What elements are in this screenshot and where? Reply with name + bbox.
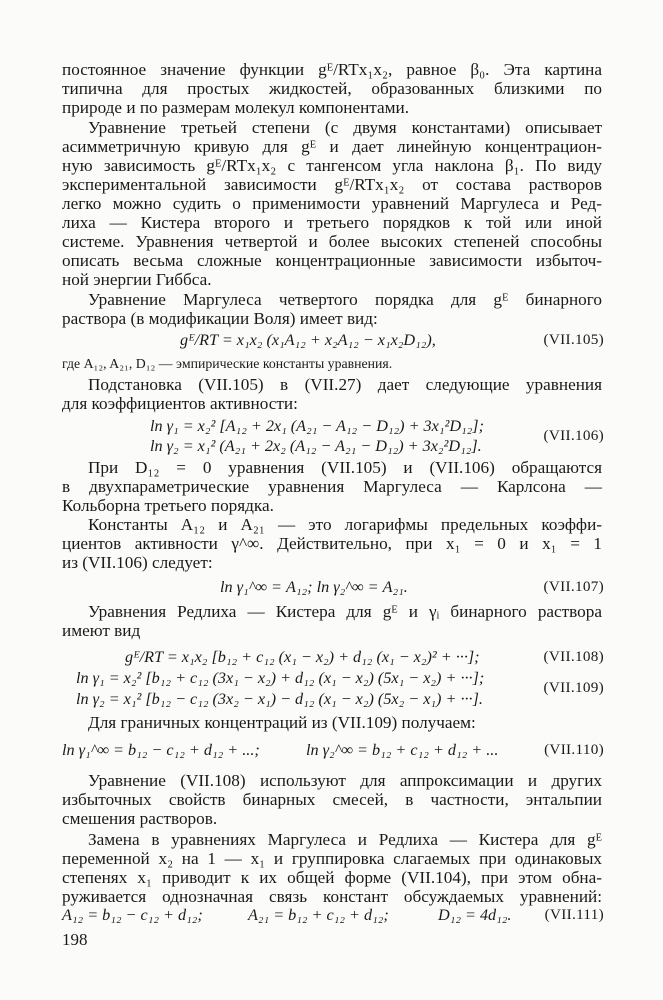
equation: ln γ₂^∞ = b₁₂ + c₁₂ + d₁₂ + ... [306, 741, 499, 759]
text-line: Уравнение (VII.108) используют для аппроксимации и других [88, 771, 602, 790]
equation: D₁₂ = 4d₁₂. [438, 906, 512, 924]
text-line: постоянное значение функции gᴱ/RTx₁x₂, равное β₀. Эта картина [62, 60, 602, 79]
equation: ln γ₁^∞ = A₁₂; ln γ₂^∞ = A₂₁. [220, 578, 408, 596]
text-line: ной энергии Гиббса. [62, 270, 212, 289]
text-line: в двухпараметрические уравнения Маргулеса — Карлсона — [62, 477, 602, 496]
text-line: Замена в уравнениях Маргулеса и Редлиха — Кистера для gᴱ [88, 830, 602, 849]
text-line: циентов активности γ^∞. Действительно, при x₁ = 0 и x₁ = 1 [62, 534, 602, 553]
text-line: раствора (в модификации Воля) имеет вид: [62, 309, 378, 328]
text-line: системе. Уравнения четвертой и более высоких степеней способны [62, 232, 602, 251]
equation: ln γ₂ = x₁² (A₂₁ + 2x₂ (A₁₂ − A₂₁ − D₁₂) + 3x₂²D₁₂]. [150, 437, 482, 455]
equation-number: (VII.111) [544, 906, 604, 923]
text-line: степенях x₁ приводит к их общей форме (VII.104), при этом обна- [62, 868, 602, 887]
equation-number: (VII.105) [543, 331, 604, 348]
text-line: руживается однозначная связь констант обсуждаемых уравнений: [62, 887, 602, 906]
text-line: Уравнение Маргулеса четвертого порядка для gᴱ бинарного [88, 290, 602, 309]
text-line: асимметричную кривую для gᴱ и дает линейную концентрацион- [62, 137, 602, 156]
text-line: переменной x₂ на 1 — x₁ и группировка слагаемых при одинаковых [62, 849, 602, 868]
text-line: Для граничных концентраций из (VII.109) получаем: [88, 713, 476, 732]
equation: ln γ₁^∞ = b₁₂ − c₁₂ + d₁₂ + ...; [62, 741, 260, 759]
text-line: имеют вид [62, 621, 141, 640]
equation: ln γ₁ = x₂² [A₁₂ + 2x₁ (A₂₁ − A₁₂ − D₁₂) + 3x₁²D₁₂]; [150, 417, 484, 435]
equation: gᴱ/RT = x₁x₂ [b₁₂ + c₁₂ (x₁ − x₂) + d₁₂ (x₁ − x₂)² + ···]; [125, 648, 480, 666]
text-line: для коэффициентов активности: [62, 394, 298, 413]
equation: ln γ₂ = x₁² [b₁₂ − c₁₂ (3x₂ − x₁) − d₁₂ (x₁ − x₂) (5x₂ − x₁) + ···]. [76, 690, 483, 708]
equation-number: (VII.110) [544, 741, 604, 758]
text-line: Уравнения Редлиха — Кистера для gᴱ и γᵢ бинарного раствора [88, 602, 602, 621]
text-line: из (VII.106) следует: [62, 553, 213, 572]
equation-number: (VII.107) [543, 578, 604, 595]
text-line: ную зависимость gᴱ/RTx₁x₂ с тангенсом угла наклона β₁. По виду [62, 156, 602, 175]
equation-number: (VII.106) [543, 427, 604, 444]
equation-number: (VII.109) [543, 679, 604, 696]
text-line: Подстановка (VII.105) в (VII.27) дает следующие уравнения [88, 375, 602, 394]
text-line: типична для простых жидкостей, образованных близкими по [62, 79, 602, 98]
page-number: 198 [62, 930, 88, 949]
equation: gᴱ/RT = x₁x₂ (x₁A₁₂ + x₂A₁₂ − x₁x₂D₁₂), [180, 331, 436, 349]
text-line: описать весьма сложные концентрационные зависимости избыточ- [62, 251, 602, 270]
text-line: Кольборна третьего порядка. [62, 496, 274, 515]
equation: A₁₂ = b₁₂ − c₁₂ + d₁₂; [62, 906, 203, 924]
text-line: где A₁₂, A₂₁, D₁₂ — эмпирические константы уравнения. [62, 356, 393, 371]
text-line: Уравнение третьей степени (с двумя константами) описывает [88, 118, 602, 137]
text-line: Константы A₁₂ и A₂₁ — это логарифмы предельных коэффи- [88, 515, 602, 534]
text-line: смешения растворов. [62, 809, 218, 828]
text-line: При D₁₂ = 0 уравнения (VII.105) и (VII.106) обращаются [88, 458, 602, 477]
text-line: лиха — Кистера второго и третьего порядков к той или иной [62, 213, 602, 232]
text-line: экспериментальной зависимости gᴱ/RTx₁x₂ от состава растворов [62, 175, 602, 194]
text-line: природе и по размерам молекул компонентами. [62, 98, 410, 117]
equation: ln γ₁ = x₂² [b₁₂ + c₁₂ (3x₁ − x₂) + d₁₂ (x₁ − x₂) (5x₁ − x₂) + ···]; [76, 669, 485, 687]
text-line: легко можно судить о применимости уравнений Маргулеса и Ред- [62, 194, 602, 213]
equation-number: (VII.108) [543, 648, 604, 665]
equation: A₂₁ = b₁₂ + c₁₂ + d₁₂; [248, 906, 389, 924]
text-line: избыточных свойств бинарных смесей, в частности, энтальпии [62, 790, 602, 809]
